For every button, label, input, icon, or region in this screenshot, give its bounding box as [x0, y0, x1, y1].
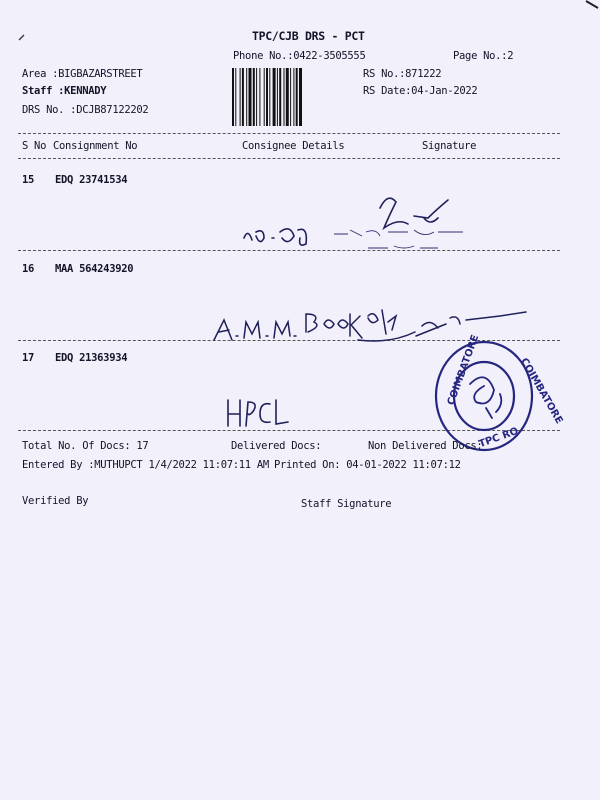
svg-text:COIMBATORE: COIMBATORE	[517, 356, 565, 426]
handwritten-signature-row17	[222, 394, 292, 434]
staff-label: Staff :KENNADY	[22, 85, 107, 97]
page-number: Page No.:2	[453, 50, 514, 62]
drs-number: DRS No. :DCJB87122202	[22, 104, 149, 116]
row-sno: 17	[22, 352, 35, 364]
document-title: TPC/CJB DRS - PCT	[252, 29, 365, 43]
total-docs: Total No. Of Docs: 17	[22, 440, 149, 452]
corner-tick-mark	[585, 0, 600, 10]
staff-signature-label: Staff Signature	[301, 498, 392, 510]
area-label: Area :BIGBAZARSTREET	[22, 68, 143, 80]
verified-by-label: Verified By	[22, 495, 89, 507]
handwritten-signature-row15	[238, 188, 468, 254]
row-consignment-number: MAA 564243920	[55, 263, 134, 275]
svg-text:TPC RO: TPC RO	[477, 425, 520, 451]
printed-on: Printed On: 04-01-2022 11:07:12	[274, 459, 461, 471]
column-header-consignment: Consignment No	[53, 140, 138, 152]
entered-by: Entered By :MUTHUPCT 1/4/2022 11:07:11 AM	[22, 459, 269, 471]
office-seal-stamp	[430, 333, 565, 454]
delivered-docs: Delivered Docs:	[231, 440, 322, 452]
row-sno: 15	[22, 174, 35, 186]
svg-text:COIMBATORE: COIMBATORE	[445, 333, 482, 407]
column-header-signature: Signature	[422, 140, 477, 152]
barcode	[231, 68, 335, 126]
column-header-consignee: Consignee Details	[242, 140, 345, 152]
rs-number: RS No.:871222	[363, 68, 442, 80]
divider-line	[18, 158, 560, 159]
rs-date: RS Date:04-Jan-2022	[363, 85, 478, 97]
row-consignment-number: EDQ 23741534	[55, 174, 128, 186]
column-header-sno: S No	[22, 140, 47, 152]
non-delivered-docs: Non Delivered Docs:	[368, 440, 483, 452]
corner-tick-mark	[18, 34, 26, 42]
divider-line	[18, 133, 560, 134]
phone-number: Phone No.:0422-3505555	[233, 50, 366, 62]
row-sno: 16	[22, 263, 35, 275]
row-consignment-number: EDQ 21363934	[55, 352, 128, 364]
